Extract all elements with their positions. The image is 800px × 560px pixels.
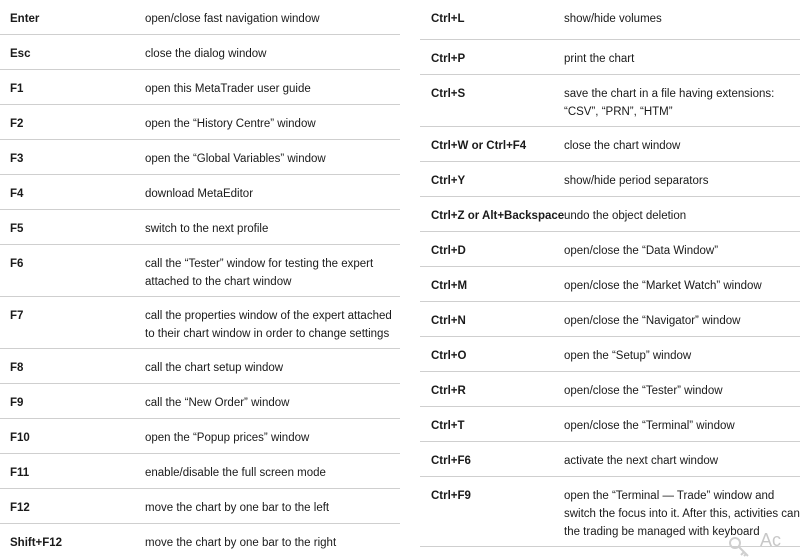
shortcut-description: undo the object deletion <box>564 210 687 222</box>
shortcut-key: Ctrl+W or Ctrl+F4 <box>431 140 527 152</box>
shortcut-key: Enter <box>10 13 40 25</box>
shortcut-key: F12 <box>10 502 30 514</box>
shortcut-key: Ctrl+T <box>431 420 465 432</box>
shortcut-description: download MetaEditor <box>145 188 254 200</box>
shortcut-key: F4 <box>10 188 24 200</box>
shortcut-row <box>0 245 400 297</box>
shortcut-description: print the chart <box>564 53 635 65</box>
activation-watermark <box>720 530 800 560</box>
shortcut-key: F3 <box>10 153 24 165</box>
shortcut-description: show/hide volumes <box>564 13 662 25</box>
shortcut-description: switch to the next profile <box>145 223 269 235</box>
shortcut-key: F1 <box>10 83 24 95</box>
shortcut-key: Esc <box>10 48 31 60</box>
shortcut-row <box>420 337 800 372</box>
shortcut-key: F10 <box>10 432 30 444</box>
key-icon <box>726 534 752 560</box>
shortcut-key: Ctrl+F6 <box>431 455 471 467</box>
shortcut-key: Ctrl+N <box>431 315 466 327</box>
shortcut-description: show/hide period separators <box>564 175 709 187</box>
shortcut-key: Ctrl+O <box>431 350 467 362</box>
shortcut-description: open the “Setup” window <box>564 350 692 362</box>
shortcut-description: enable/disable the full screen mode <box>145 467 326 479</box>
shortcut-row <box>0 297 400 349</box>
shortcut-row <box>420 127 800 162</box>
shortcut-description: open the “Terminal — Trade” window and switch the focus into it. After this, activities can the trading be managed with keyboard <box>564 490 800 538</box>
shortcut-row <box>0 210 400 245</box>
right-shortcut-table <box>420 0 800 547</box>
shortcut-row <box>420 40 800 75</box>
shortcut-row <box>420 232 800 267</box>
shortcut-key: Ctrl+P <box>431 53 466 65</box>
shortcut-description: activate the next chart window <box>564 455 719 467</box>
shortcut-row <box>0 419 400 454</box>
shortcut-key: F9 <box>10 397 24 409</box>
shortcut-key: Ctrl+Z or Alt+Backspace <box>431 210 565 222</box>
shortcut-row <box>420 0 800 40</box>
shortcut-key: Ctrl+F9 <box>431 490 471 502</box>
shortcut-key: Ctrl+M <box>431 280 468 292</box>
shortcut-key: Ctrl+L <box>431 13 465 25</box>
shortcut-row <box>0 0 400 35</box>
shortcut-key: F2 <box>10 118 24 130</box>
shortcut-key: F8 <box>10 362 24 374</box>
shortcut-description: open/close the “Terminal” window <box>564 420 735 432</box>
shortcut-key: Ctrl+D <box>431 245 466 257</box>
left-shortcut-table <box>0 0 400 559</box>
shortcut-description: move the chart by one bar to the left <box>145 502 330 514</box>
shortcut-description: open/close the “Tester” window <box>564 385 723 397</box>
shortcut-row <box>0 384 400 419</box>
shortcut-description: open the “Global Variables” window <box>145 153 326 165</box>
shortcut-description: close the dialog window <box>145 48 267 60</box>
shortcut-description: open the “History Centre” window <box>145 118 316 130</box>
shortcut-key: F11 <box>10 467 30 479</box>
shortcut-description: move the chart by one bar to the right <box>145 537 337 549</box>
shortcut-key: F6 <box>10 258 24 270</box>
shortcut-row <box>0 349 400 384</box>
watermark-text: Ac <box>760 530 782 550</box>
shortcut-key: F5 <box>10 223 24 235</box>
shortcut-row <box>420 302 800 337</box>
shortcut-row <box>0 140 400 175</box>
shortcut-row <box>0 524 400 559</box>
shortcut-row <box>0 35 400 70</box>
shortcut-description: save the chart in a file having extensions: “CSV”, “PRN”, “HTM” <box>564 88 775 118</box>
shortcut-description: open this MetaTrader user guide <box>145 83 311 95</box>
shortcut-description: open/close fast navigation window <box>145 13 320 25</box>
shortcut-row <box>420 75 800 127</box>
shortcut-description: call the “New Order” window <box>145 397 290 409</box>
shortcut-key: F7 <box>10 310 24 322</box>
shortcut-row <box>420 162 800 197</box>
shortcut-description: close the chart window <box>564 140 681 152</box>
shortcut-key: Ctrl+R <box>431 385 466 397</box>
shortcut-row <box>0 70 400 105</box>
shortcut-row <box>0 454 400 489</box>
shortcut-row <box>0 175 400 210</box>
shortcut-description: open/close the “Market Watch” window <box>564 280 762 292</box>
shortcut-description: open the “Popup prices” window <box>145 432 310 444</box>
shortcut-row <box>420 407 800 442</box>
shortcut-description: open/close the “Data Window” <box>564 245 719 257</box>
shortcut-row <box>420 372 800 407</box>
shortcut-row <box>0 489 400 524</box>
shortcut-row <box>420 267 800 302</box>
shortcut-row <box>420 197 800 232</box>
shortcut-description: call the “Tester” window for testing the expert attached to the chart window <box>145 258 374 288</box>
shortcut-row <box>0 105 400 140</box>
shortcut-description: call the properties window of the expert attached to their chart window in order to change settings <box>145 310 392 340</box>
shortcut-description: open/close the “Navigator” window <box>564 315 741 327</box>
shortcut-key: Shift+F12 <box>10 537 63 549</box>
shortcut-row <box>420 442 800 477</box>
shortcut-description: call the chart setup window <box>145 362 284 374</box>
shortcut-key: Ctrl+S <box>431 88 466 100</box>
shortcut-key: Ctrl+Y <box>431 175 466 187</box>
